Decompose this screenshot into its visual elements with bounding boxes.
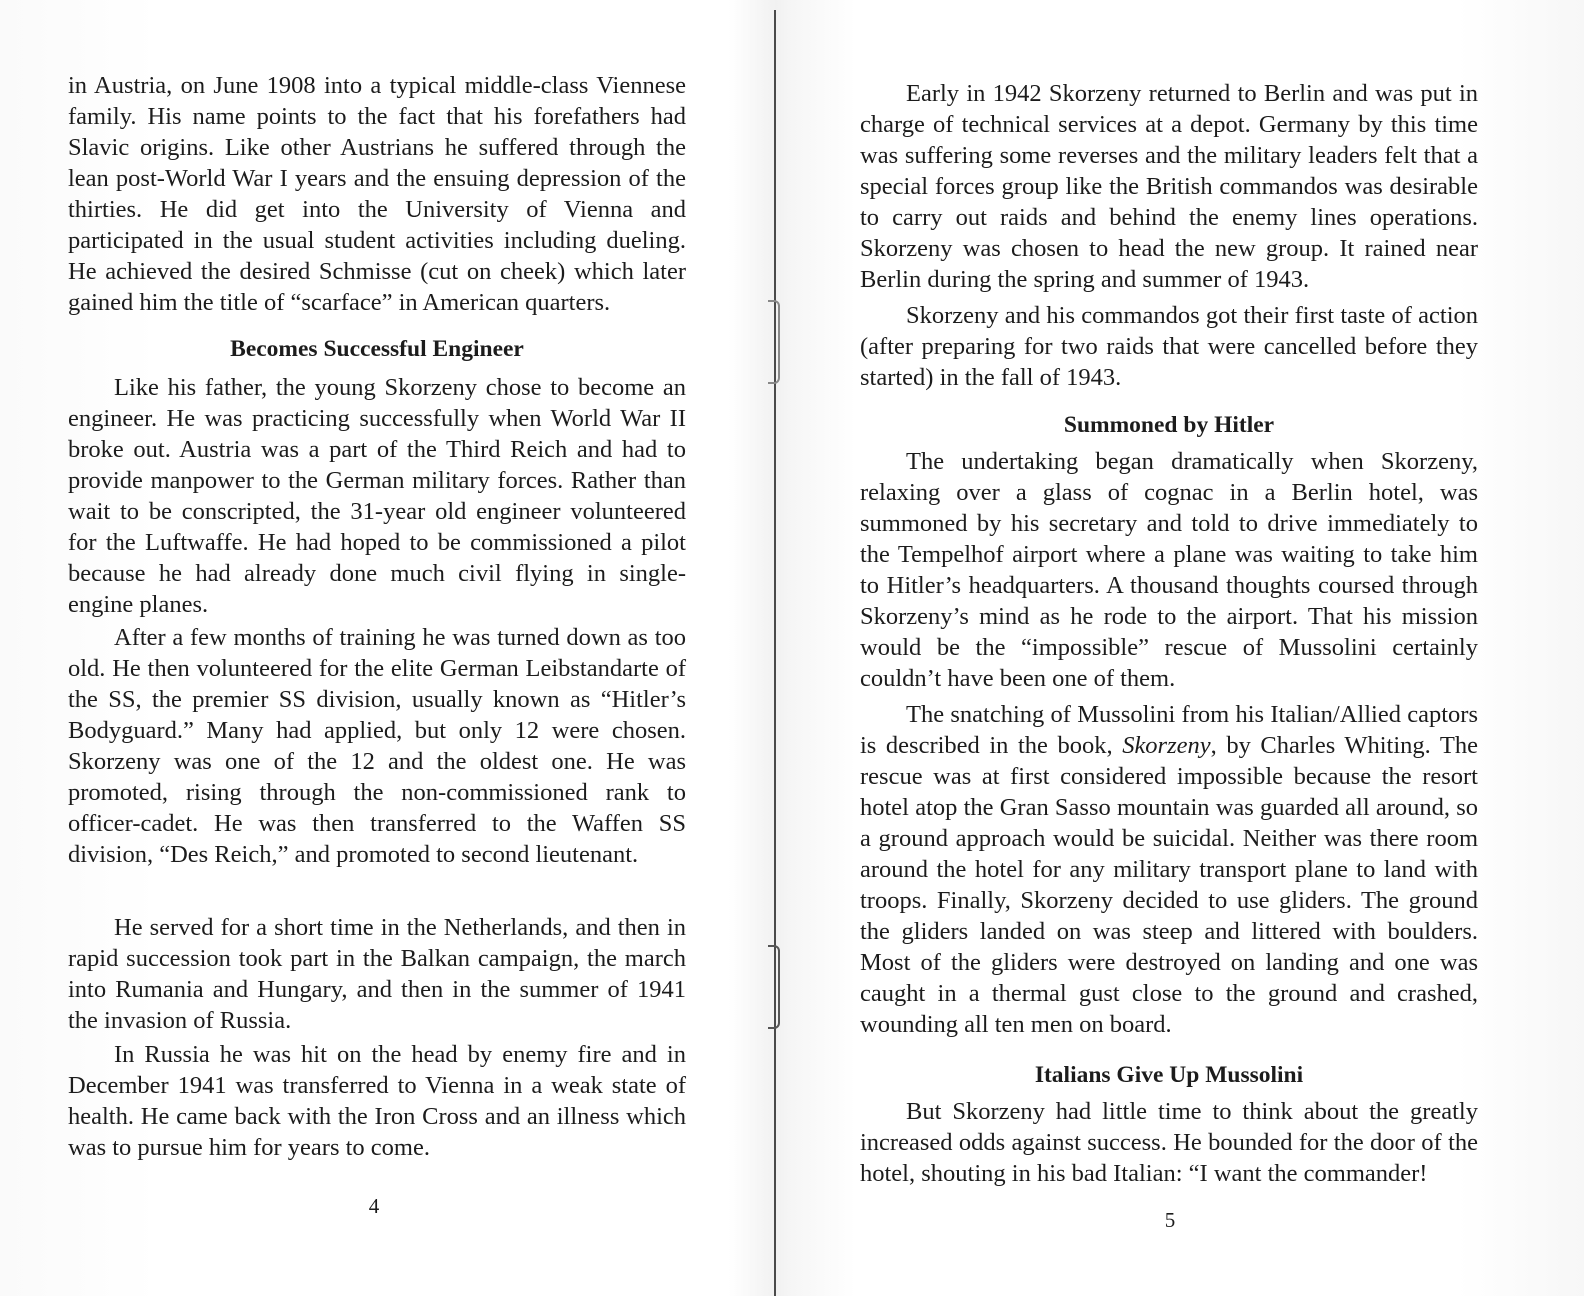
paragraph-snatching [860, 699, 1478, 1040]
paragraph-undertaking: The undertaking began dramatically when Skorzeny, relaxing over a glass of cognac in a Berlin hotel, was summoned by his secretary and told to drive immediately to the Tempelhof airport where a plane was waiting to take him to Hitler’s headquarters. A thousand thoughts coursed through Skorzeny’s mind as he rode to the airport. That his mission would be the “impossible” rescue of Mussolini certainly couldn’t have been one of them. [860, 448, 1478, 692]
section-heading-italians: Italians Give Up Mussolini [1034, 1062, 1304, 1088]
book-gutter [774, 10, 776, 1296]
section-heading-engineer: Becomes Successful Engineer [230, 336, 524, 362]
paragraph-first-action: Skorzeny and his commandos got their first taste of action (after preparing for two raids that were cancelled before they started) in the fall of 1943. [860, 302, 1478, 391]
snatching-text-before: The snatching of Mussolini from his Italian/Allied captors is described in the book, [860, 701, 1478, 759]
paragraph-russia: In Russia he was hit on the head by enemy fire and in December 1941 was transferred to Vienna in a weak state of health. He came back with the Iron Cross and an illness which was to pursue him for years to come. [68, 1041, 686, 1161]
page-number-left: 4 [368, 1194, 380, 1218]
paragraph-netherlands: He served for a short time in the Netherlands, and then in rapid succession took part in the Balkan campaign, the march into Rumania and Hungary, and then in the summer of 1941 the invasion of Russia. [68, 914, 686, 1034]
snatching-text-after: , by Charles Whiting. The rescue was at first considered impossible because the resort hotel atop the Gran Sasso mountain was guarded all around, so a ground approach would be suicidal. Neither was there room around the hotel for any military transport plane to land with troops. Finally, Skorzeny decided to use gliders. The ground the gliders landed on was steep and littered with boulders. Most of the gliders were destroyed on landing and one was caught in a thermal gust close to the ground and crashed, wounding all ten men on board. [860, 732, 1479, 1038]
book-title-skorzeny: Skorzeny [1122, 732, 1211, 759]
paragraph-skorzeny-bounded: But Skorzeny had little time to think about the greatly increased odds against success. He bounded for the door of the hotel, shouting in his bad Italian: “I want the commander! [860, 1098, 1478, 1187]
binding-staple-top [768, 300, 780, 384]
section-heading-summoned: Summoned by Hitler [1063, 412, 1275, 438]
paragraph-family-origins: in Austria, on June 1908 into a typical middle-class Viennese family. His name points to the fact that his forefathers had Slavic origins. Like other Austrians he suffered through the lean post-World War I years and the ensuing depression of the thirties. He did get into the University of Vienna and participated in the usual student activities including dueling. He achieved the desired Schmisse (cut on cheek) which later gained him the title of “scarface” in American quarters. [68, 72, 686, 316]
paragraph-return-berlin: Early in 1942 Skorzeny returned to Berlin and was put in charge of technical services at a depot. Germany by this time was suffering some reverses and the military leaders felt that a special forces group like the British commandos was desirable to carry out raids and behind the enemy lines operations. Skorzeny was chosen to head the new group. It rained near Berlin during the spring and summer of 1943. [860, 80, 1478, 293]
paragraph-becomes-engineer: Like his father, the young Skorzeny chose to become an engineer. He was practicing successfully when World War II broke out. Austria was a part of the Third Reich and had to provide manpower to the German military forces. Rather than wait to be conscripted, the 31-year old engineer volunteered for the Luftwaffe. He had hoped to be commissioned a pilot because he had already done much civil flying in single-engine planes. [68, 374, 686, 618]
page-number-right: 5 [1164, 1208, 1176, 1232]
binding-staple-bottom [768, 945, 780, 1029]
paragraph-leibstandarte: After a few months of training he was turned down as too old. He then volunteered for the elite German Leibstandarte of the SS, the premier SS division, usually known as “Hitler’s Bodyguard.” Many had applied, but only 12 were chosen. Skorzeny was one of the 12 and the oldest one. He was promoted, rising through the non-commissioned rank to officer-cadet. He was then transferred to the Waffen SS division, “Des Reich,” and promoted to second lieutenant. [68, 624, 686, 868]
